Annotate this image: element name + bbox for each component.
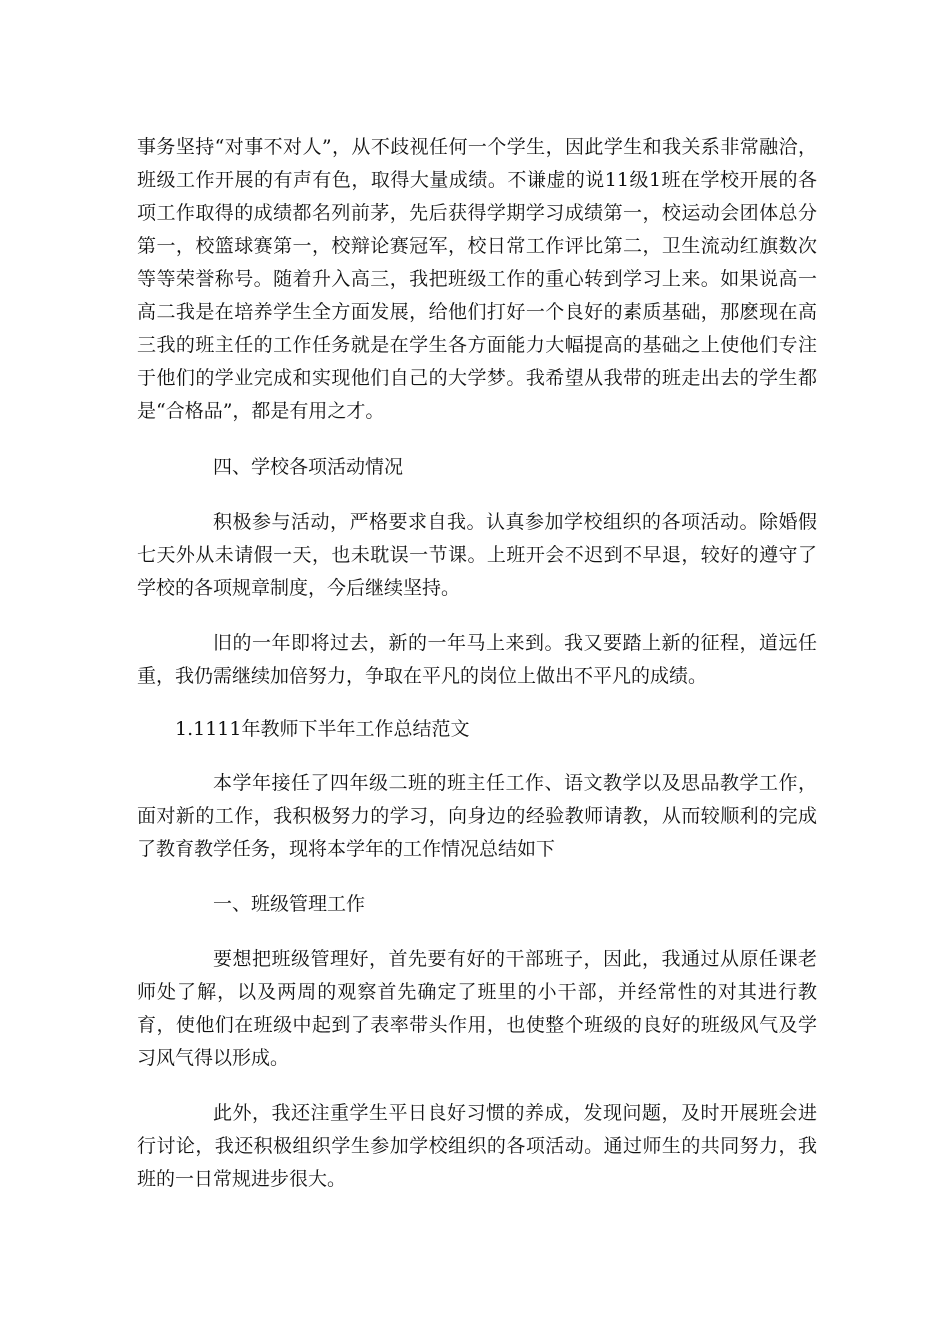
article-title-teacher-summary: 1.1111年教师下半年工作总结范文 [175,718,470,740]
paragraph-new-year-outlook: 旧的一年即将过去，新的一年马上来到。我又要踏上新的征程，道远任重，我仍需继续加倍努力，争取在平凡的岗位上做出不平凡的成绩。 [137,632,817,687]
paragraph-class-achievements: 事务坚持“对事不对人”，从不歧视任何一个学生，因此学生和我关系非常融洽，班级工作开展的有声有色，取得大量成绩。不谦虚的说11级1班在学校开展的各项工作取得的成绩都名列前茅，先后获得学期学习成绩第一，校运动会团体总分第一，校篮球赛第一，校辩论赛冠军，校日常工作评比第二，卫生流动红旗数次等等荣誉称号。随着升入高三，我把班级工作的重心转到学习上来。如果说高一高二我是在培养学生全方面发展，给他们打好一个良好的素质基础，那麽现在高三我的班主任的工作任务就是在学生各方面能力大幅提高的基础之上使他们专注于他们的学业完成和实现他们自己的大学梦。我希望从我带的班走出去的学生都是“合格品”，都是有用之才。 [137,136,817,422]
section-heading-school-activities: 四、学校各项活动情况 [213,456,404,478]
section-heading-class-management: 一、班级管理工作 [213,893,366,915]
paragraph-intro-summary: 本学年接任了四年级二班的班主任工作、语文教学以及思品教学工作，面对新的工作，我积极努力的学习，向身边的经验教师请教，从而较顺利的完成了教育教学任务，现将本学年的工作情况总结如下 [137,772,817,860]
paragraph-habit-building: 此外，我还注重学生平日良好习惯的养成，发现问题，及时开展班会进行讨论，我还积极组织学生参加学校组织的各项活动。通过师生的共同努力，我班的一日常规进步很大。 [137,1102,817,1190]
paragraph-class-leaders: 要想把班级管理好，首先要有好的干部班子，因此，我通过从原任课老师处了解，以及两周的观察首先确定了班里的小干部，并经常性的对其进行教育，使他们在班级中起到了表率带头作用，也使整个班级的良好的班级风气及学习风气得以形成。 [137,948,817,1069]
paragraph-activity-participation: 积极参与活动，严格要求自我。认真参加学校组织的各项活动。除婚假七天外从未请假一天，也未耽误一节课。上班开会不迟到不早退，较好的遵守了学校的各项规章制度，今后继续坚持。 [137,511,817,599]
